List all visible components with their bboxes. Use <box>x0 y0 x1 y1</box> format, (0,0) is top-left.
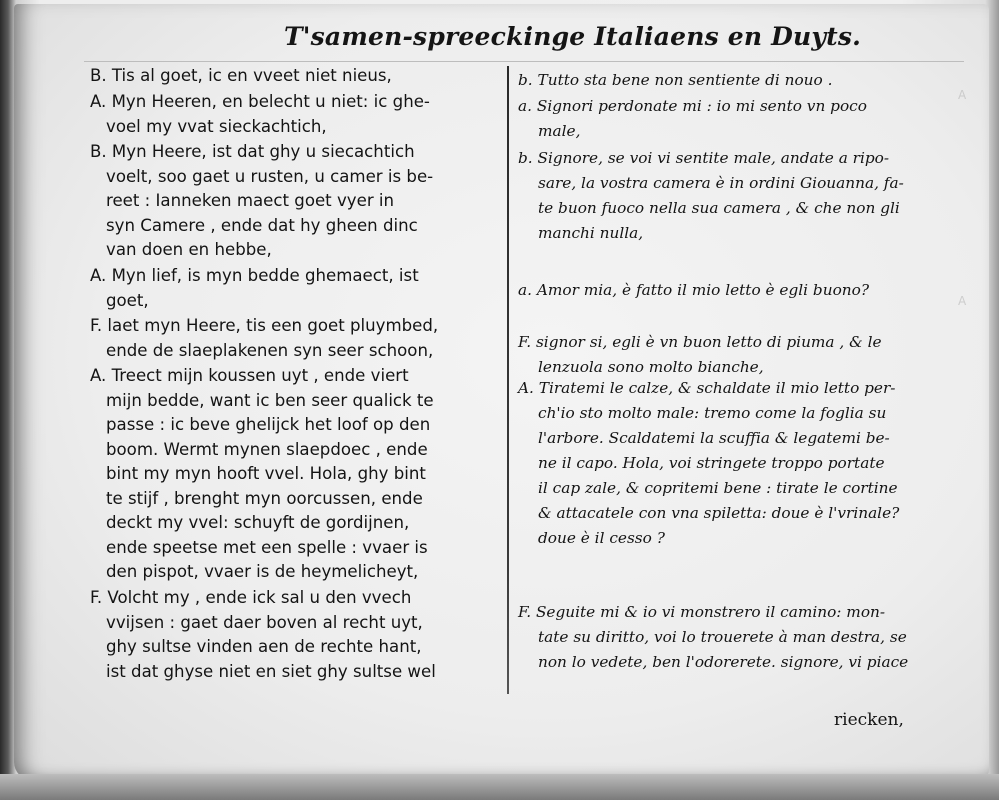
text-line: van doen en hebbe, <box>106 240 272 259</box>
text-line: mijn bedde, want ic ben seer qualick te <box>106 390 434 410</box>
text-line: A. Myn Heeren, en belecht u niet: ic ghe- <box>90 92 430 111</box>
text-line: goet, <box>106 290 149 310</box>
text-line: doue è il cesso ? <box>538 529 665 547</box>
italian-entry-2 <box>518 94 948 144</box>
text-line: ch'io sto molto male: tremo come la foglia su <box>538 404 887 422</box>
italian-entry-1 <box>518 68 948 93</box>
dutch-entry-2 <box>90 90 502 139</box>
text-line: den pispot, vvaer is de heymelicheyt, <box>106 562 419 581</box>
italian-entry-7 <box>518 600 948 675</box>
text-line: F. signor si, egli è vn buon letto di piuma , & le <box>518 333 882 351</box>
text-line: syn Camere , ende dat hy gheen dinc <box>106 215 418 235</box>
text-line: sare, la vostra camera è in ordini Giouanna, fa- <box>538 174 904 192</box>
italian-entry-6 <box>518 376 948 551</box>
catchword: riecken, <box>834 710 904 730</box>
dutch-entry-6 <box>90 364 502 585</box>
text-line: male, <box>538 122 581 140</box>
italian-entry-3 <box>518 146 948 246</box>
text-line: ist dat ghyse niet en siet ghy sultse wel <box>106 661 436 681</box>
text-line: passe : ic beve ghelijck het loof op den <box>106 415 431 434</box>
head-rule <box>84 61 964 62</box>
show-through-text: A <box>958 294 967 308</box>
text-line: F. laet myn Heere, tis een goet pluymbed, <box>90 316 439 335</box>
text-line: F. Seguite mi & io vi monstrero il camino: mon- <box>518 603 886 621</box>
text-line: a. Amor mia, è fatto il mio letto è egli buono? <box>518 281 870 299</box>
text-line: B. Myn Heere, ist dat ghy u siecachtich <box>90 142 415 161</box>
text-line: ne il capo. Hola, voi stringete troppo portate <box>538 454 885 472</box>
italian-entry-4 <box>518 278 948 303</box>
dutch-entry-1 <box>90 64 502 89</box>
text-line: F. Volcht my , ende ick sal u den vvech <box>90 588 412 607</box>
text-line: il cap zale, & copritemi bene : tirate le cortine <box>538 479 898 497</box>
text-line: A. Myn lief, is myn bedde ghemaect, ist <box>90 266 419 285</box>
text-line: B. Tis al goet, ic en vveet niet nieus, <box>90 66 392 85</box>
text-line: ghy sultse vinden aen de rechte hant, <box>106 637 422 656</box>
text-line: A. Tiratemi le calze, & schaldate il mio letto per- <box>518 379 896 397</box>
dutch-entry-5 <box>90 314 502 363</box>
text-line: te buon fuoco nella sua camera , & che non gli <box>538 199 900 217</box>
book-page <box>14 4 989 780</box>
text-line: b. Signore, se voi vi sentite male, andate a ripo- <box>518 149 890 167</box>
text-line: deckt my vvel: schuyft de gordijnen, <box>106 513 410 532</box>
text-line: tate su diritto, voi lo trouerete à man destra, se <box>538 628 907 646</box>
dutch-entry-3 <box>90 140 502 263</box>
dutch-entry-7 <box>90 586 502 684</box>
text-line: a. Signori perdonate mi : io mi sento vn poco <box>518 97 867 115</box>
text-line: A. Treect mijn koussen uyt , ende viert <box>90 366 409 385</box>
column-divider <box>507 66 509 694</box>
text-line: voelt, soo gaet u rusten, u camer is be- <box>106 166 434 186</box>
text-line: vvijsen : gaet daer boven al recht uyt, <box>106 612 423 632</box>
text-line: lenzuola sono molto bianche, <box>538 358 764 376</box>
text-line: boom. Wermt mynen slaepdoec , ende <box>106 439 428 459</box>
text-line: ende speetse met een spelle : vvaer is <box>106 537 428 557</box>
text-line: b. Tutto sta bene non sentiente di nouo . <box>518 71 833 89</box>
text-line: ende de slaeplakenen syn seer schoon, <box>106 340 434 360</box>
text-line: bint my myn hooft vvel. Hola, ghy bint <box>106 464 426 483</box>
text-line: te stijf , brenght myn oorcussen, ende <box>106 488 423 508</box>
show-through-text: A <box>958 88 967 102</box>
text-line: l'arbore. Scaldatemi la scuffia & legatemi be- <box>538 429 890 447</box>
text-line: non lo vedete, ben l'odorerete. signore, vi piace <box>538 653 909 671</box>
page-bottom-edge <box>0 774 999 800</box>
text-line: manchi nulla, <box>538 224 644 242</box>
text-line: & attacatele con vna spiletta: doue è l'vrinale? <box>538 504 900 522</box>
italian-entry-5 <box>518 330 948 380</box>
running-head: T'samen-spreeckinge Italiaens en Duyts. <box>284 22 862 51</box>
text-line: voel my vvat sieckachtich, <box>106 116 327 136</box>
dutch-entry-4 <box>90 264 502 313</box>
text-line: reet : Ianneken maect goet vyer in <box>106 191 395 210</box>
